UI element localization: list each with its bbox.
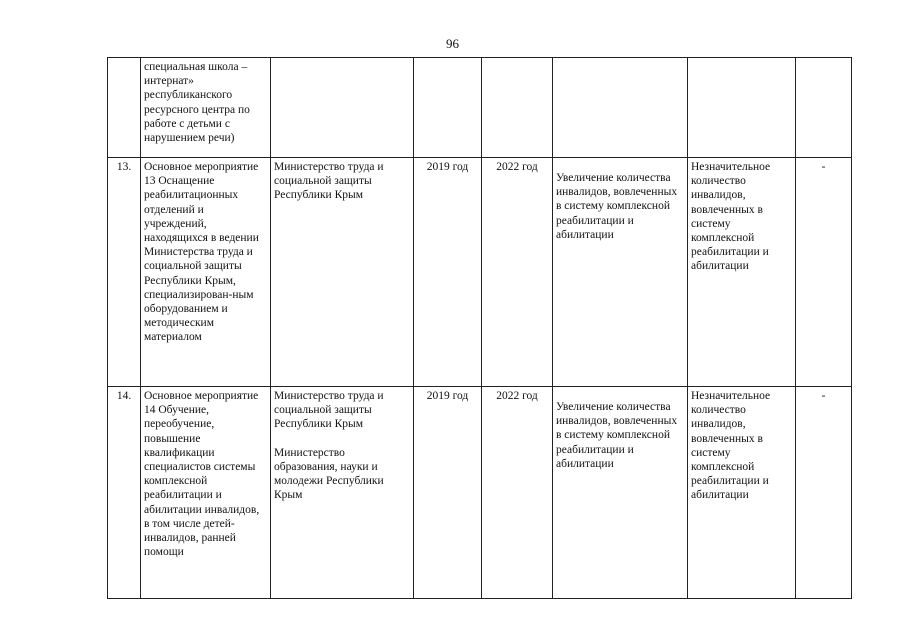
consequences-cell: Незначительное количество инвалидов, вовлеченных в систему комплексной реабилитации и абилитации — [688, 158, 796, 387]
executor-cell — [271, 387, 414, 599]
table-row — [108, 158, 852, 387]
indicator-cell — [796, 58, 852, 158]
start-year-cell: 2019 год — [414, 387, 482, 599]
consequences-cell — [688, 58, 796, 158]
event-name-cell: Основное мероприятие 13 Оснащение реабилитационных отделений и учреждений, находящихся в ведении Министерства труда и социальной защиты Республики Крым, специализирован-ным оборудованием и методическим материалом — [141, 158, 271, 387]
executor-cell — [271, 158, 414, 387]
executor-text: Министерство образования, науки и молодежи Республики Крым — [274, 446, 384, 502]
expected-result-cell: Увеличение количества инвалидов, вовлеченных в систему комплексной реабилитации и абилитации — [553, 387, 688, 599]
table-row — [108, 387, 852, 599]
page-number: 96 — [446, 36, 459, 51]
executor-cell — [271, 58, 414, 158]
event-name-cell: специальная школа – интернат» республиканского ресурсного центра по работе с детьми с нарушением речи) — [141, 58, 271, 158]
row-number-cell: 13. — [108, 158, 141, 387]
start-year-cell: 2019 год — [414, 158, 482, 387]
expected-result-cell — [553, 58, 688, 158]
consequences-cell: Незначительное количество инвалидов, вовлеченных в систему комплексной реабилитации и абилитации — [688, 387, 796, 599]
start-year-cell — [414, 58, 482, 158]
end-year-cell: 2022 год — [482, 158, 553, 387]
indicator-cell: - — [796, 387, 852, 599]
expected-result-cell: Увеличение количества инвалидов, вовлеченных в систему комплексной реабилитации и абилитации — [553, 158, 688, 387]
table-row — [108, 58, 852, 158]
event-name-cell: Основное мероприятие 14 Обучение, переобучение, повышение квалификации специалистов системы комплексной реабилитации и абилитации инвалидов, в том числе детей-инвалидов, ранней помощи — [141, 387, 271, 599]
row-number-cell: 14. — [108, 387, 141, 599]
executor-text: Министерство труда и социальной защиты Республики Крым — [274, 161, 384, 202]
row-number-cell — [108, 58, 141, 158]
end-year-cell: 2022 год — [482, 387, 553, 599]
executor-text: Министерство труда и социальной защиты Республики Крым — [274, 390, 384, 431]
indicator-cell: - — [796, 158, 852, 387]
program-events-table — [107, 57, 852, 599]
end-year-cell — [482, 58, 553, 158]
